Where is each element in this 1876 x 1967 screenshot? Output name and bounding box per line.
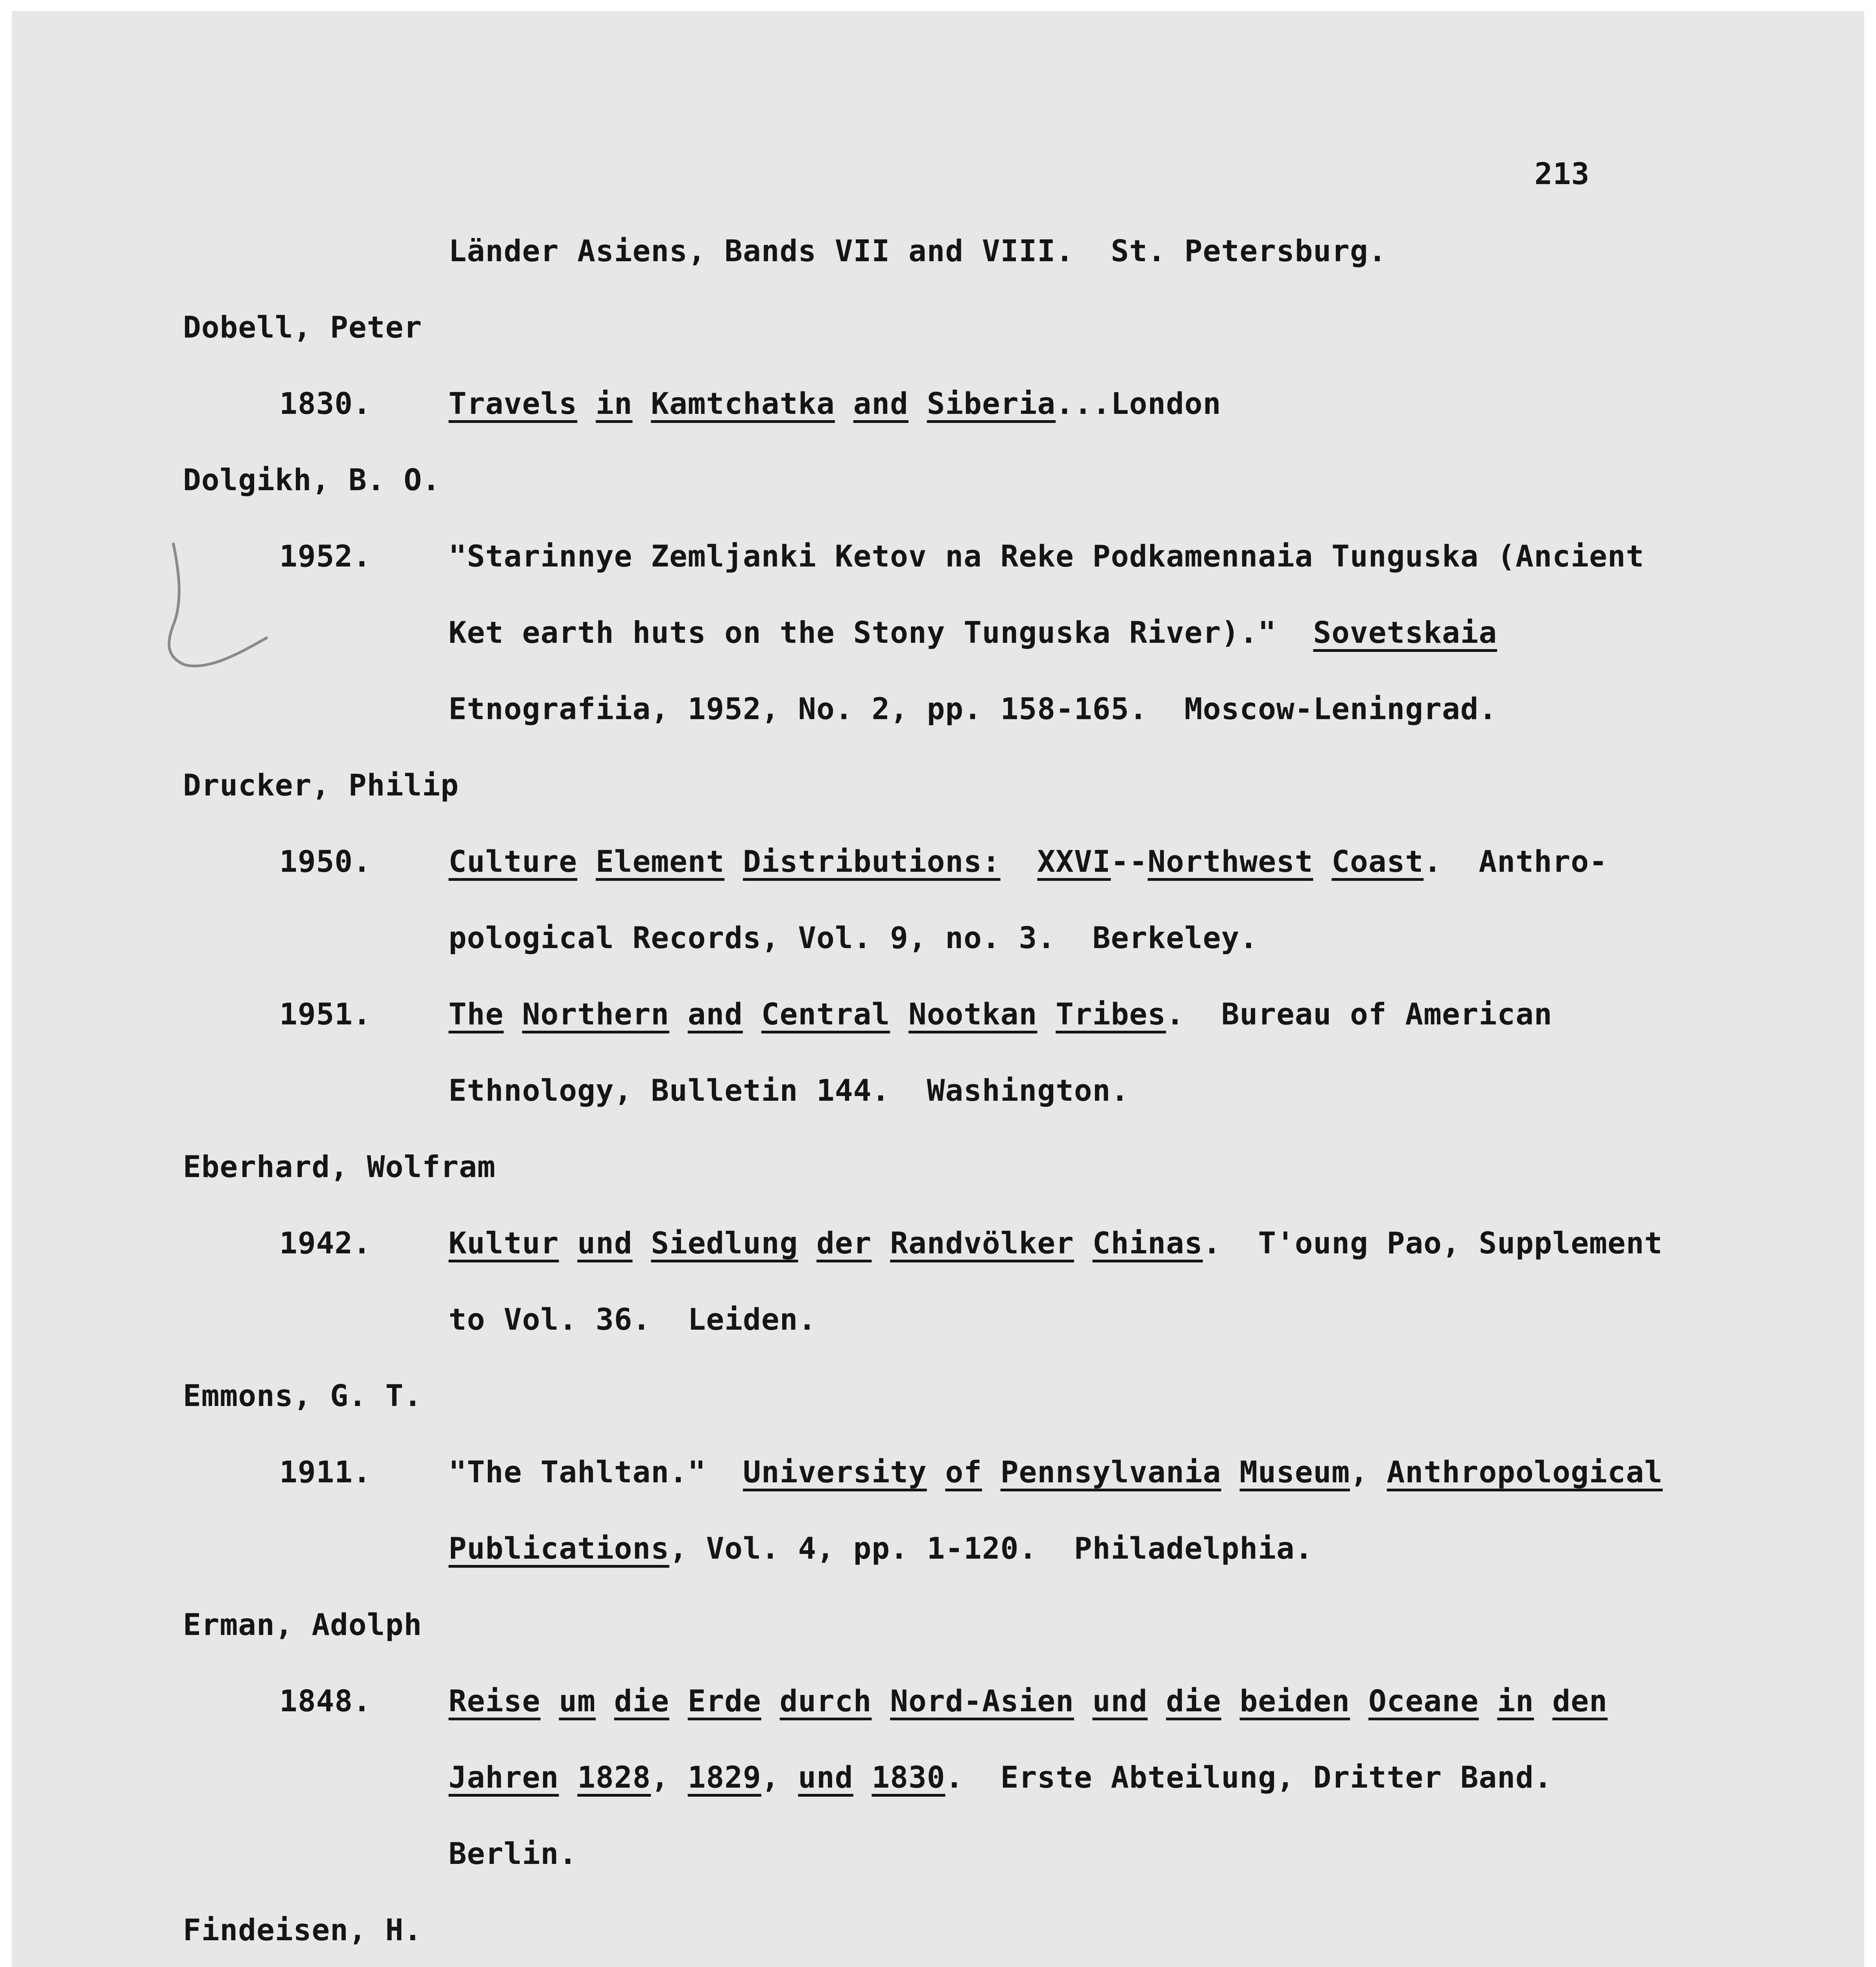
- underlined-title-word: 1828: [577, 1760, 651, 1795]
- citation-text: [1313, 844, 1332, 879]
- underlined-title-word: The: [449, 996, 504, 1031]
- author-name: Dolgikh, B. O.: [183, 462, 441, 497]
- entry-year: 1911.: [279, 1454, 371, 1489]
- underlined-title-word: beiden: [1239, 1683, 1350, 1718]
- author-name: Drucker, Philip: [183, 768, 459, 803]
- citation-text: ,: [761, 1760, 798, 1795]
- author-name: Dobell, Peter: [183, 310, 422, 345]
- citation-text: [1534, 1683, 1553, 1718]
- citation-text: [835, 386, 853, 421]
- citation-text: [872, 1225, 890, 1260]
- author-name: Eberhard, Wolfram: [183, 1149, 496, 1184]
- citation-text: [559, 1760, 578, 1795]
- underlined-title-word: Publications: [449, 1531, 670, 1566]
- citation-text: [761, 1683, 780, 1718]
- citation-text: [1074, 1225, 1093, 1260]
- entry-year: 1952.: [279, 539, 371, 574]
- citation-text: [908, 386, 927, 421]
- underlined-title-word: Pennsylvania: [1000, 1454, 1221, 1489]
- underlined-title-word: Tribes: [1056, 996, 1166, 1031]
- underlined-title-word: Culture: [449, 844, 578, 879]
- underlined-title-word: durch: [779, 1683, 872, 1718]
- citation-line: [449, 1758, 1552, 1797]
- underlined-title-word: und: [577, 1225, 633, 1260]
- citation-text: [724, 844, 743, 879]
- citation-text: [559, 1225, 578, 1260]
- continuation-line: Länder Asiens, Bands VII and VIII. St. Petersburg.: [449, 233, 1387, 268]
- underlined-title-word: Randvölker: [890, 1225, 1074, 1260]
- citation-text: Ket earth huts on the Stony Tunguska River).": [449, 615, 1313, 650]
- underlined-title-word: den: [1552, 1683, 1608, 1718]
- underlined-title-word: Sovetskaia: [1313, 615, 1497, 650]
- citation-text: . Bureau of American: [1166, 996, 1553, 1031]
- citation-text: [853, 1760, 872, 1795]
- underlined-title-word: and: [853, 386, 908, 421]
- author-name: Emmons, G. T.: [183, 1378, 422, 1413]
- citation-line: [449, 918, 1258, 958]
- underlined-title-word: Oceane: [1368, 1683, 1479, 1718]
- entry-year: 1942.: [279, 1225, 371, 1260]
- underlined-title-word: Northwest: [1147, 844, 1313, 879]
- citation-line: [449, 689, 1497, 729]
- underlined-title-word: Chinas: [1092, 1225, 1203, 1260]
- citation-text: [1037, 996, 1056, 1031]
- underlined-title-word: Central: [761, 996, 890, 1031]
- underlined-title-word: Travels: [449, 386, 578, 421]
- citation-text: [798, 1225, 816, 1260]
- citation-text: [596, 1683, 614, 1718]
- underlined-title-word: und: [798, 1760, 853, 1795]
- citation-text: , Vol. 4, pp. 1-120. Philadelphia.: [669, 1531, 1313, 1566]
- citation-text: to Vol. 36. Leiden.: [449, 1302, 817, 1337]
- citation-text: "Starinnye Zemljanki Ketov na Reke Podkamennaia Tunguska (Ancient: [449, 539, 1645, 574]
- underlined-title-word: die: [1166, 1683, 1221, 1718]
- citation-text: [1148, 1683, 1166, 1718]
- underlined-title-word: Northern: [522, 996, 670, 1031]
- citation-line: [449, 1071, 1129, 1110]
- citation-text: [504, 996, 522, 1031]
- underlined-title-word: XXVI: [1037, 844, 1111, 879]
- entry-year: 1950.: [279, 844, 371, 879]
- citation-line: [449, 384, 1221, 423]
- pencil-mark: [150, 535, 291, 692]
- underlined-title-word: Anthropological: [1387, 1454, 1663, 1489]
- citation-text: ...London: [1056, 386, 1221, 421]
- citation-line: [449, 995, 1552, 1034]
- entry-year: 1830.: [279, 386, 371, 421]
- underlined-title-word: Coast: [1331, 844, 1424, 879]
- underlined-title-word: in: [596, 386, 633, 421]
- citation-text: [890, 996, 908, 1031]
- citation-line: [449, 1452, 1663, 1492]
- underlined-title-word: Nootkan: [908, 996, 1038, 1031]
- citation-text: [1479, 1683, 1497, 1718]
- citation-text: [982, 1454, 1001, 1489]
- underlined-title-word: 1830: [872, 1760, 945, 1795]
- underlined-title-word: University: [743, 1454, 927, 1489]
- entry-year: 1848.: [279, 1683, 371, 1718]
- citation-line: [449, 613, 1497, 652]
- underlined-title-word: Nord-Asien: [890, 1683, 1074, 1718]
- author-name: Erman, Adolph: [183, 1607, 422, 1642]
- citation-text: . Anthro-: [1424, 844, 1608, 879]
- underlined-title-word: Reise: [449, 1683, 541, 1718]
- citation-line: [449, 1681, 1608, 1721]
- citation-text: . T'oung Pao, Supplement: [1203, 1225, 1663, 1260]
- citation-text: [743, 996, 761, 1031]
- citation-text: [577, 844, 596, 879]
- citation-line: [449, 1300, 816, 1339]
- underlined-title-word: um: [559, 1683, 596, 1718]
- underlined-title-word: die: [614, 1683, 670, 1718]
- citation-text: [927, 1454, 945, 1489]
- author-name: Findeisen, H.: [183, 1912, 422, 1947]
- citation-text: [669, 996, 688, 1031]
- citation-line: [449, 537, 1644, 576]
- citation-text: [872, 1683, 890, 1718]
- citation-text: ,: [651, 1760, 688, 1795]
- underlined-title-word: Museum: [1239, 1454, 1350, 1489]
- underlined-title-word: Siberia: [927, 386, 1056, 421]
- citation-text: Berlin.: [449, 1836, 578, 1871]
- underlined-title-word: Siedlung: [651, 1225, 798, 1260]
- citation-text: [1221, 1683, 1240, 1718]
- underlined-title-word: and: [687, 996, 743, 1031]
- citation-line: [449, 1834, 577, 1873]
- underlined-title-word: Kamtchatka: [651, 386, 835, 421]
- underlined-title-word: Element: [596, 844, 725, 879]
- scanned-page: [12, 11, 1864, 1967]
- citation-text: "The Tahltan.": [449, 1454, 743, 1489]
- citation-text: [1074, 1683, 1093, 1718]
- entry-year: 1951.: [279, 996, 371, 1031]
- citation-line: [449, 1529, 1313, 1568]
- underlined-title-word: Distributions:: [743, 844, 1001, 879]
- citation-text: ,: [1350, 1454, 1387, 1489]
- citation-text: [669, 1683, 688, 1718]
- citation-line: [449, 1223, 1663, 1263]
- citation-text: pological Records, Vol. 9, no. 3. Berkeley.: [449, 920, 1258, 955]
- underlined-title-word: in: [1497, 1683, 1534, 1718]
- citation-text: --: [1111, 844, 1148, 879]
- underlined-title-word: und: [1092, 1683, 1148, 1718]
- underlined-title-word: of: [945, 1454, 982, 1489]
- underlined-title-word: 1829: [687, 1760, 761, 1795]
- citation-text: [633, 1225, 651, 1260]
- page-number: 213: [1534, 156, 1590, 191]
- citation-text: [633, 386, 651, 421]
- citation-line: [449, 842, 1608, 881]
- underlined-title-word: Jahren: [449, 1760, 559, 1795]
- citation-text: Ethnology, Bulletin 144. Washington.: [449, 1073, 1129, 1108]
- underlined-title-word: Kultur: [449, 1225, 559, 1260]
- citation-text: [1350, 1683, 1368, 1718]
- citation-text: [1221, 1454, 1240, 1489]
- citation-text: [541, 1683, 559, 1718]
- citation-text: [1001, 844, 1038, 879]
- citation-text: . Erste Abteilung, Dritter Band.: [945, 1760, 1553, 1795]
- underlined-title-word: Erde: [687, 1683, 761, 1718]
- citation-text: [577, 386, 596, 421]
- citation-text: Etnografiia, 1952, No. 2, pp. 158-165. Moscow-Leningrad.: [449, 691, 1497, 726]
- underlined-title-word: der: [816, 1225, 872, 1260]
